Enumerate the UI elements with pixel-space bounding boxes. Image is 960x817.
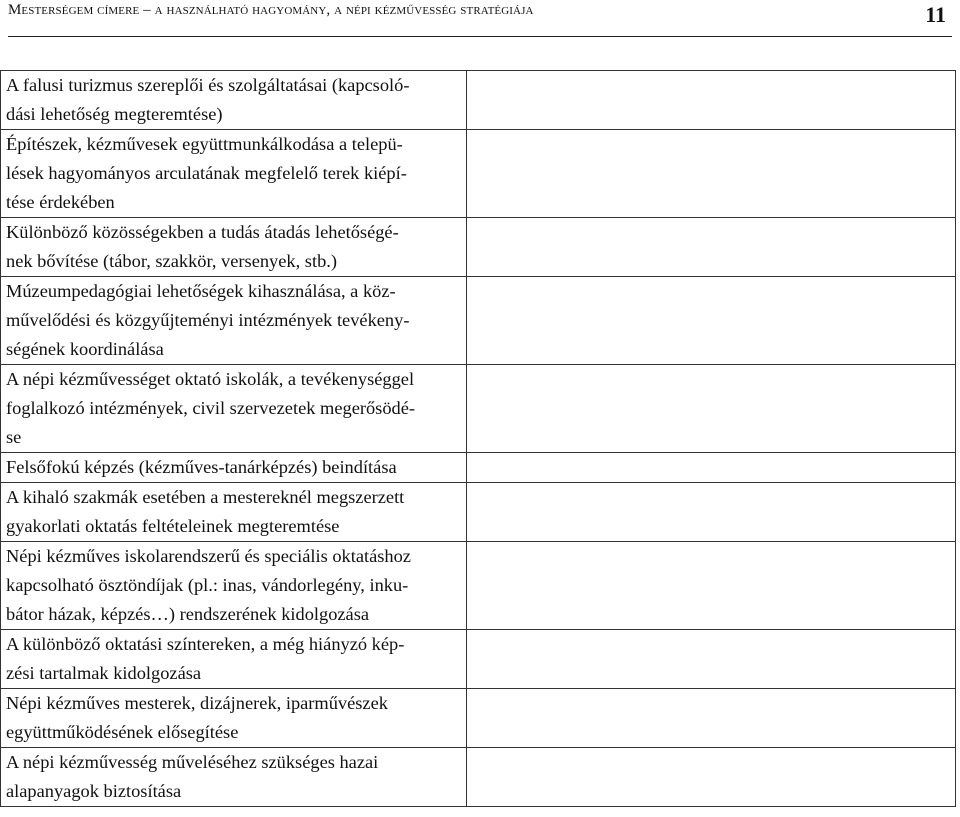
measure-text-line: kapcsolható ösztöndíjak (pl.: inas, vándorlegény, inku- <box>6 575 409 595</box>
measure-cell <box>1 218 467 277</box>
measure-text-line: nek bővítése (tábor, szakkör, versenyek, stb.) <box>6 251 337 271</box>
measure-cell <box>1 130 467 218</box>
empty-cell <box>467 218 956 277</box>
running-title: Mesterségem címere – a használható hagyomány, a népi kézművesség stratégiája <box>8 2 534 18</box>
measure-text-line: gyakorlati oktatás feltételeinek megteremtése <box>6 516 340 536</box>
table-row <box>1 453 956 483</box>
measure-cell <box>1 453 467 483</box>
measure-text-line: Népi kézműves mesterek, dizájnerek, iparművészek <box>6 693 388 713</box>
measure-text-line: A népi kézművességet oktató iskolák, a tevékenységgel <box>6 369 415 389</box>
empty-cell <box>467 453 956 483</box>
measure-text <box>6 453 466 482</box>
measure-text-line: dási lehetőség megteremtése) <box>6 104 223 124</box>
measure-text-line: lések hagyományos arculatának megfelelő terek kiépí- <box>6 163 407 183</box>
measure-text-line: művelődési és közgyűjteményi intézmények tevékeny- <box>6 310 410 330</box>
strategy-table <box>0 70 956 807</box>
measure-text-line: Népi kézműves iskolarendszerű és speciális oktatáshoz <box>6 546 411 566</box>
measure-text-line: foglalkozó intézmények, civil szervezetek megerősödé- <box>6 398 416 418</box>
measure-text-line: tése érdekében <box>6 192 115 212</box>
table-row <box>1 71 956 130</box>
measure-cell <box>1 689 467 748</box>
measure-cell <box>1 630 467 689</box>
empty-cell <box>467 542 956 630</box>
table-row <box>1 218 956 277</box>
table-row <box>1 365 956 453</box>
empty-cell <box>467 483 956 542</box>
table-row <box>1 630 956 689</box>
measure-cell <box>1 483 467 542</box>
measure-cell <box>1 71 467 130</box>
empty-cell <box>467 71 956 130</box>
measure-text-line: Különböző közösségekben a tudás átadás lehetőségé- <box>6 222 399 242</box>
empty-cell <box>467 365 956 453</box>
measure-cell <box>1 542 467 630</box>
table-row <box>1 542 956 630</box>
measure-text-line: A különböző oktatási színtereken, a még hiányzó kép- <box>6 634 405 654</box>
empty-cell <box>467 748 956 807</box>
table-row <box>1 483 956 542</box>
measure-text-line: Építészek, kézművesek együttmunkálkodása a telepü- <box>6 134 403 154</box>
measure-text-line: bátor házak, képzés…) rendszerének kidolgozása <box>6 604 370 624</box>
measure-text <box>6 748 466 806</box>
table-row <box>1 130 956 218</box>
table-row <box>1 748 956 807</box>
measure-text-line: A falusi turizmus szereplői és szolgáltatásai (kapcsoló- <box>6 75 410 95</box>
empty-cell <box>467 130 956 218</box>
page-header <box>8 0 952 36</box>
empty-cell <box>467 630 956 689</box>
measure-text <box>6 130 466 217</box>
measure-text <box>6 365 466 452</box>
measure-text <box>6 630 466 688</box>
measure-text-line: alapanyagok biztosítása <box>6 781 182 801</box>
measure-text <box>6 71 466 129</box>
table-row <box>1 277 956 365</box>
measure-text-line: Felsőfokú képzés (kézműves-tanárképzés) beindítása <box>6 457 397 477</box>
measure-text <box>6 689 466 747</box>
empty-cell <box>467 277 956 365</box>
measure-text-line: ségének koordinálása <box>6 339 164 359</box>
measure-text-line: Múzeumpedagógiai lehetőségek kihasználása, a köz- <box>6 281 396 301</box>
measure-text-line: A népi kézművesség műveléséhez szükséges hazai <box>6 752 379 772</box>
table-row <box>1 689 956 748</box>
measure-cell <box>1 748 467 807</box>
measure-text-line: zési tartalmak kidolgozása <box>6 663 202 683</box>
empty-cell <box>467 689 956 748</box>
page-number: 11 <box>925 2 946 27</box>
measure-text <box>6 542 466 629</box>
header-divider <box>8 36 952 37</box>
measure-text-line: együttműködésének elősegítése <box>6 722 239 742</box>
measure-cell <box>1 277 467 365</box>
measure-text-line: se <box>6 427 22 447</box>
strategy-table-body <box>1 71 956 807</box>
measure-text <box>6 277 466 364</box>
measure-text <box>6 218 466 276</box>
measure-text-line: A kihaló szakmák esetében a mestereknél megszerzett <box>6 487 405 507</box>
measure-cell <box>1 365 467 453</box>
measure-text <box>6 483 466 541</box>
